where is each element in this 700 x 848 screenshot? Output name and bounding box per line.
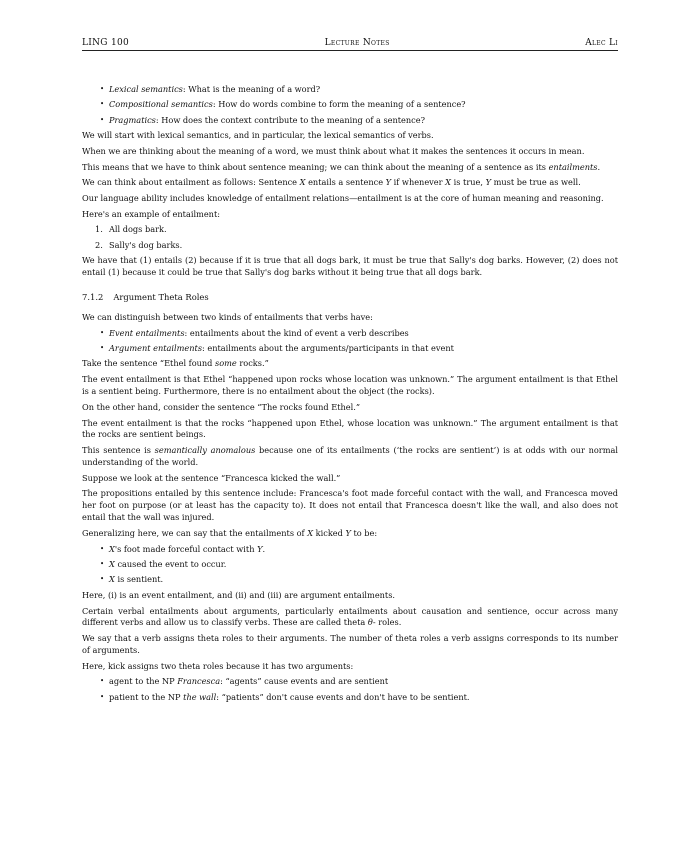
header-course: LING 100 [82, 38, 130, 48]
paragraph: This sentence is semantically anomalous because one of its entailments (‘the rocks are sentient’) is at odds with our normal understanding of the world. [82, 445, 618, 468]
content [82, 82, 618, 707]
paragraph: The propositions entailed by this sentence include: Francesca's foot made forceful contact with the wall, and Francesca moved her foot on purpose (or at least has the capacity to). It does not entail that Francesca doesn't like the wall, and also does not entail that the wall was injured. [82, 488, 618, 523]
bullet-text: : What is the meaning of a word? [182, 84, 321, 94]
list-item: • X caused the event to occur. [82, 559, 618, 571]
paragraph: Suppose we look at the sentence “Francesca kicked the wall.” [82, 472, 341, 483]
list-item: • patient to the NP the wall: “patients” don't cause events and don't have to be sentient. [82, 692, 618, 704]
list-item [82, 84, 618, 96]
page [82, 38, 618, 59]
paragraph: We have that (1) entails (2) because if it is true that all dogs bark, it must be true that Sally's dog barks. However, (2) does not entail (1) because it could be true that Sally's dog barks without it being true that all dogs bark. [82, 255, 618, 278]
bullet-term: Compositional semantics [109, 99, 213, 110]
paragraph: Our language ability includes knowledge of entailment relations—entailment is at the core of human meaning and reasoning. [82, 193, 604, 204]
list-item [82, 115, 618, 127]
paragraph: We say that a verb assigns theta roles to their arguments. The number of theta roles a verb assigns corresponds to its number of arguments. [82, 633, 618, 656]
list-item: • Event entailments: entailments about the kind of event a verb describes [82, 328, 618, 340]
paragraph: We can think about entailment as follows: Sentence X entails a sentence Y if whenever X is true, Y must be true as well. [82, 177, 581, 188]
list-item: • X's foot made forceful contact with Y. [82, 544, 618, 556]
list-item: • Argument entailments: entailments about the arguments/participants in that event [82, 343, 618, 355]
list-item: 2. Sally's dog barks. [95, 239, 183, 250]
paragraph: This means that we have to think about sentence meaning; we can think about the meaning of a sentence as its entailments. [82, 161, 601, 172]
paragraph: We will start with lexical semantics, and in particular, the lexical semantics of verbs. [82, 130, 434, 141]
section-heading: 7.1.2 Argument Theta Roles [82, 292, 209, 303]
list-item: 1. All dogs bark. [95, 224, 167, 235]
list-item: • agent to the NP Francesca: “agents” cause events and are sentient [82, 676, 618, 688]
paragraph: When we are thinking about the meaning of a word, we must think about what it makes the sentences it occurs in mean. [82, 145, 585, 156]
running-header [82, 38, 618, 51]
paragraph: Here's an example of entailment: [82, 208, 220, 219]
paragraph: Generalizing here, we can say that the entailments of X kicked Y to be: [82, 527, 378, 538]
paragraph: Take the sentence “Ethel found some rocks.” [82, 358, 269, 369]
header-title: Lecture Notes [324, 38, 390, 48]
paragraph: We can distinguish between two kinds of entailments that verbs have: [82, 311, 373, 322]
paragraph: Here, kick assigns two theta roles because it has two arguments: [82, 660, 354, 671]
bullet-text: : How does the context contribute to the meaning of a sentence? [155, 114, 425, 125]
list-item [82, 99, 618, 111]
bullet-term: Lexical semantics [109, 84, 183, 94]
bullet-term: Pragmatics [109, 114, 156, 125]
paragraph: The event entailment is that the rocks “happened upon Ethel, whose location was unknown.” The argument entailment is that the rocks are sentient beings. [82, 417, 618, 440]
paragraph: On the other hand, consider the sentence “The rocks found Ethel.” [82, 401, 361, 412]
paragraph: Here, (i) is an event entailment, and (ii) and (iii) are argument entailments. [82, 589, 396, 600]
bullet-text: : How do words combine to form the meaning of a sentence? [212, 99, 466, 110]
paragraph: The event entailment is that Ethel “happened upon rocks whose location was unknown.” The argument entailment is that Ethel is a sentient being. Furthermore, there is no entailment about the object (the rocks). [82, 374, 618, 397]
header-author: Alec Li [585, 38, 618, 48]
list-item: • X is sentient. [82, 574, 618, 586]
paragraph: Certain verbal entailments about arguments, particularly entailments about causation and sentience, occur across many different verbs and allow us to classify verbs. These are called theta θ- roles. [82, 605, 618, 628]
